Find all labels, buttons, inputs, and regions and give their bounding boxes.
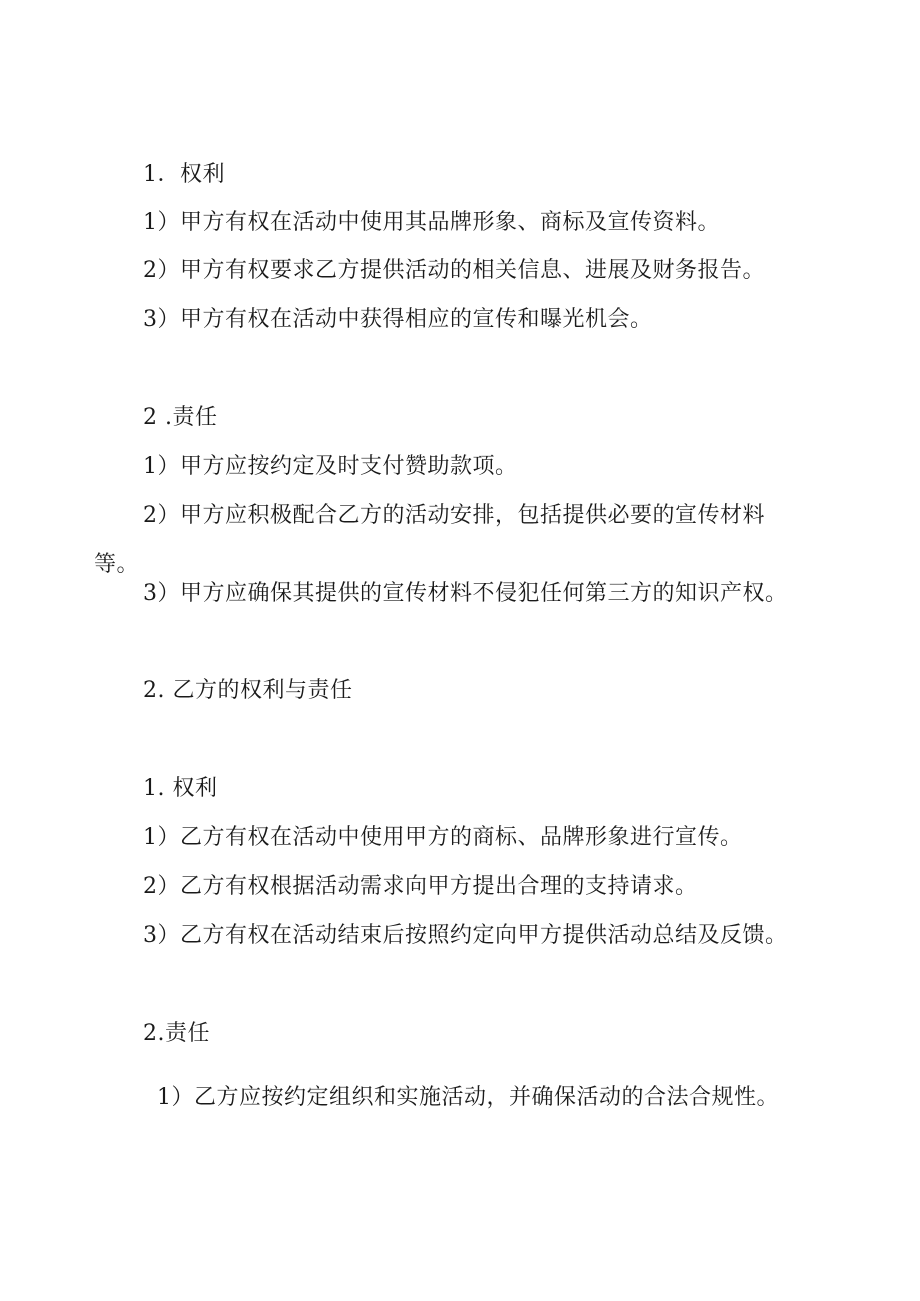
list-item: 2）乙方有权根据活动需求向甲方提出合理的支持请求。 [143, 874, 698, 899]
section-heading-responsibilities: 2.责任 [143, 1021, 210, 1046]
list-item: 3）乙方有权在活动结束后按照约定向甲方提供活动总结及反馈。 [143, 923, 788, 948]
list-item: 1）甲方有权在活动中使用其品牌形象、商标及宣传资料。 [143, 210, 720, 235]
list-item: 1）乙方应按约定组织和实施活动，并确保活动的合法合规性。 [157, 1085, 779, 1110]
section-heading-party-b: 2. 乙方的权利与责任 [143, 678, 353, 703]
section-heading-responsibilities: 2 .责任 [143, 405, 218, 430]
list-item: 1）乙方有权在活动中使用甲方的商标、品牌形象进行宣传。 [143, 825, 743, 850]
list-item: 1）甲方应按约定及时支付赞助款项。 [143, 454, 518, 479]
section-heading-rights: 1．权利 [143, 162, 225, 187]
list-item: 2）甲方应积极配合乙方的活动安排，包括提供必要的宣传材料 [143, 503, 765, 528]
list-item: 3）甲方应确保其提供的宣传材料不侵犯任何第三方的知识产权。 [143, 581, 788, 606]
list-item-continuation: 等。 [94, 552, 140, 577]
list-item: 2）甲方有权要求乙方提供活动的相关信息、进展及财务报告。 [143, 258, 765, 283]
list-item: 3）甲方有权在活动中获得相应的宣传和曝光机会。 [143, 307, 653, 332]
section-heading-rights: 1. 权利 [143, 776, 218, 801]
